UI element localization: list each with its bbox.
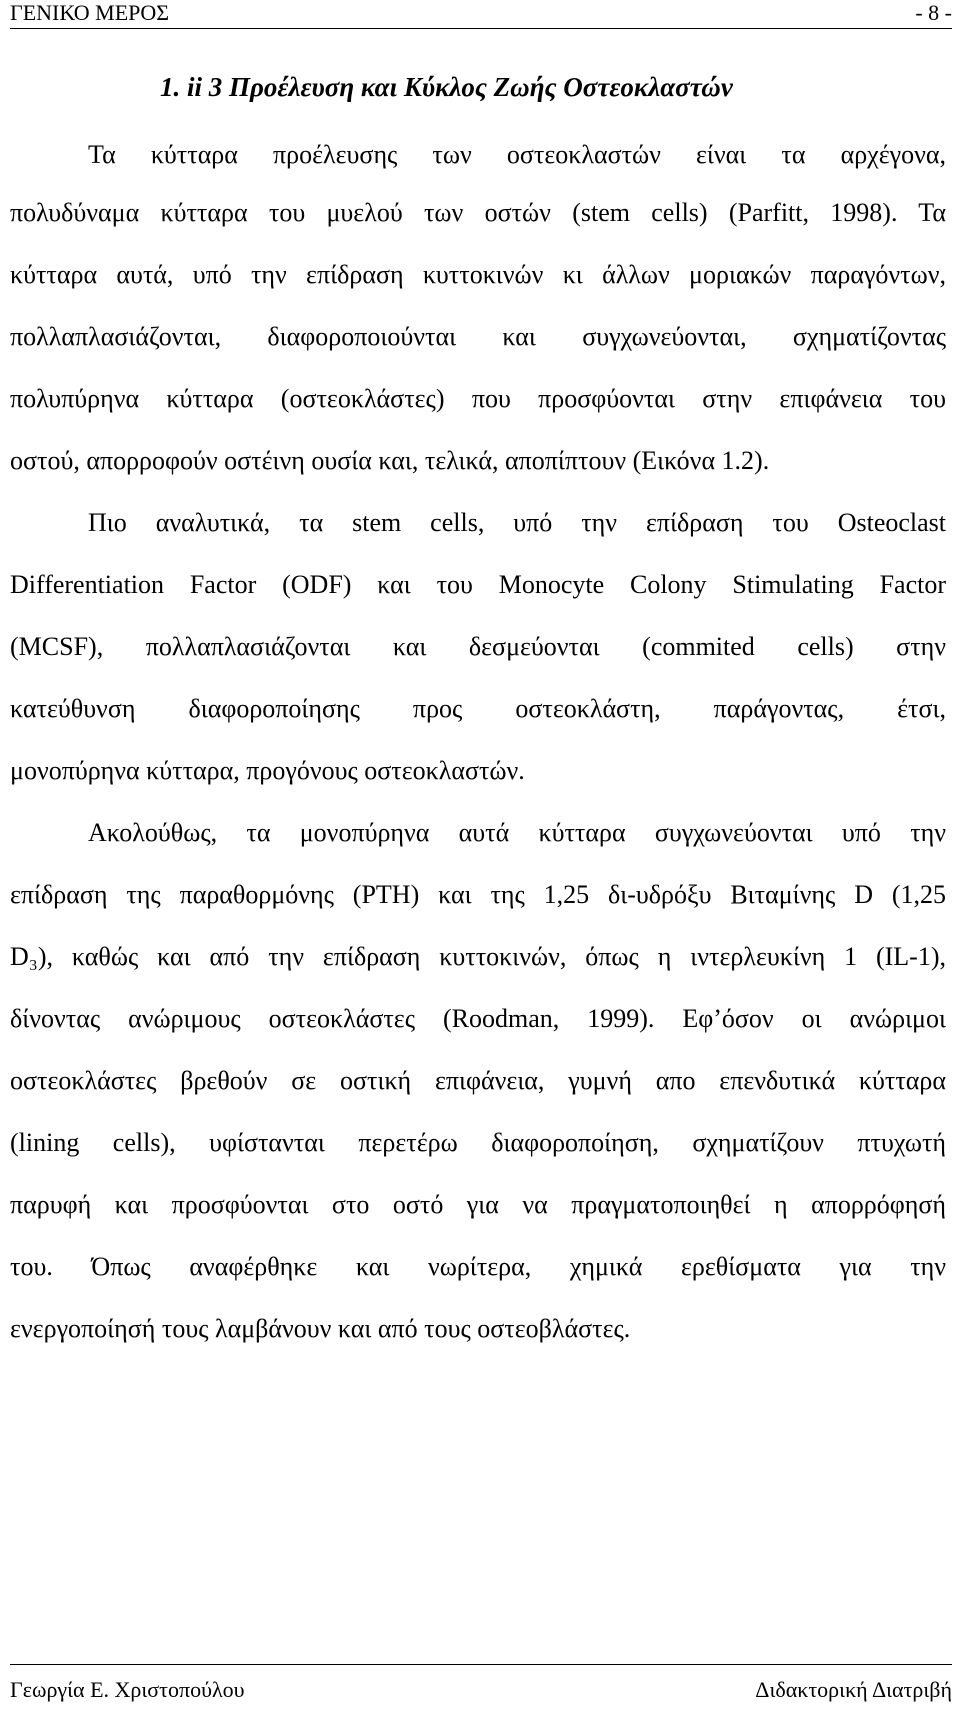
paragraph-3-line: ενεργοποίησή τους λαμβάνουν και από τους οστεοβλάστες. bbox=[10, 1314, 631, 1343]
paragraph-1-line: οστού, απορροφούν οστέινη ουσία και, τελικά, αποπίπτουν (Εικόνα 1.2). bbox=[10, 446, 770, 475]
header-section-title: ΓΕΝΙΚΟ ΜΕΡΟΣ bbox=[10, 0, 170, 25]
paragraph-3-line: D₃), καθώς και από την επίδραση κυττοκινών, όπως η ιντερλευκίνη 1 (IL-1), bbox=[10, 942, 946, 971]
paragraph-2-line: μονοπύρηνα κύτταρα, προγόνους οστεοκλαστών. bbox=[10, 756, 525, 785]
paragraph-3-line: Ακολούθως, τα μονοπύρηνα αυτά κύτταρα συγχωνεύονται υπό την bbox=[88, 818, 946, 847]
footer-author: Γεωργία Ε. Χριστοπούλου bbox=[10, 1677, 245, 1702]
page-footer bbox=[10, 1664, 952, 1705]
paragraph-2-line: (MCSF), πολλαπλασιάζονται και δεσμεύονται (commited cells) στην bbox=[10, 632, 946, 661]
paragraph-3-line: επίδραση της παραθορμόνης (PTH) και της 1,25 δι-υδρόξυ Βιταμίνης D (1,25 bbox=[10, 880, 946, 909]
paragraph-2-line: Differentiation Factor (ODF) και του Monocyte Colony Stimulating Factor bbox=[10, 570, 946, 599]
paragraph-2-line: κατεύθυνση διαφοροποίησης προς οστεοκλάστη, παράγοντας, έτσι, bbox=[10, 694, 946, 723]
footer-document-type: Διδακτορική Διατριβή bbox=[755, 1677, 952, 1702]
paragraph-1-line: Τα κύτταρα προέλευσης των οστεοκλαστών είναι τα αρχέγονα, bbox=[88, 140, 946, 169]
section-heading: 1. ii 3 Προέλευση και Κύκλος Ζωής Οστεοκλαστών bbox=[160, 72, 733, 102]
page-number: - 8 - bbox=[915, 0, 952, 25]
paragraph-3-line: παρυφή και προσφύονται στο οστό για να πραγματοποιηθεί η απορρόφησή bbox=[10, 1190, 946, 1219]
paragraph-1-line: πολυδύναμα κύτταρα του μυελού των οστών (stem cells) (Parfitt, 1998). Τα bbox=[10, 198, 946, 227]
paragraph-3-line: οστεοκλάστες βρεθούν σε οστική επιφάνεια, γυμνή απο επενδυτικά κύτταρα bbox=[10, 1066, 946, 1095]
paragraph-2-line: Πιο αναλυτικά, τα stem cells, υπό την επίδραση του Osteoclast bbox=[88, 508, 946, 537]
paragraph-3-line: δίνοντας ανώριμους οστεοκλάστες (Roodman, 1999). Εφ’όσον οι ανώριμοι bbox=[10, 1004, 946, 1033]
paragraph-1-line: πολλαπλασιάζονται, διαφοροποιούνται και συγχωνεύονται, σχηματίζοντας bbox=[10, 322, 946, 351]
paragraph-1-line: κύτταρα αυτά, υπό την επίδραση κυττοκινών κι άλλων μοριακών παραγόντων, bbox=[10, 260, 946, 289]
paragraph-3-line: (lining cells), υφίστανται περετέρω διαφοροποίηση, σχηματίζουν πτυχωτή bbox=[10, 1128, 946, 1157]
paragraph-1-line: πολυπύρηνα κύτταρα (οστεοκλάστες) που προσφύονται στην επιφάνεια του bbox=[10, 384, 946, 413]
page-header bbox=[10, 0, 952, 29]
paragraph-3-line: του. Όπως αναφέρθηκε και νωρίτερα, χημικά ερεθίσματα για την bbox=[10, 1252, 946, 1281]
